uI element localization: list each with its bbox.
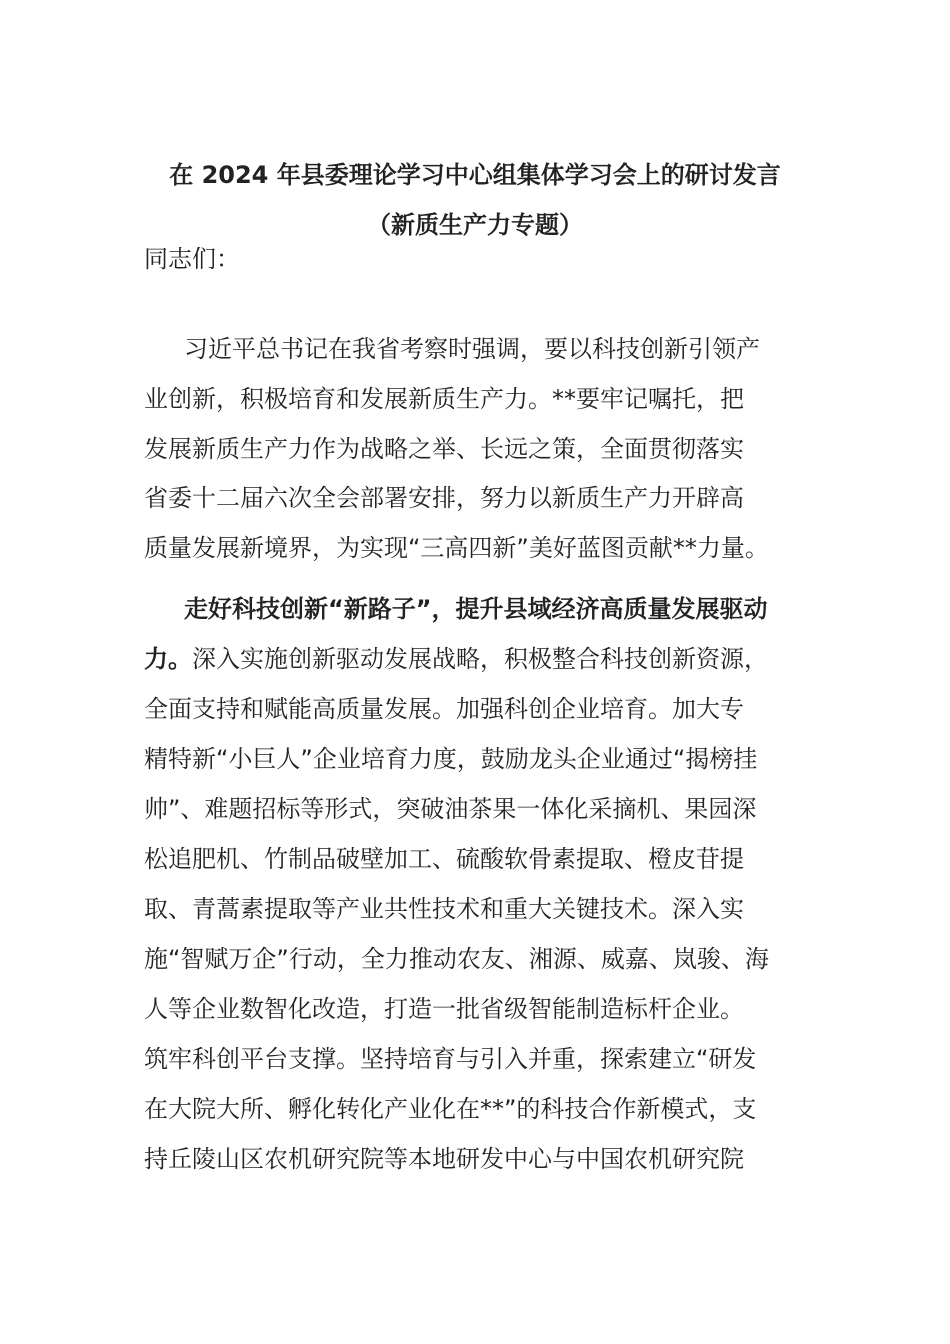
paragraph-line: 筑牢科创平台支撑。坚持培育与引入并重，探索建立“研发 — [144, 1045, 757, 1073]
greeting: 同志们： — [144, 245, 240, 273]
paragraph-line: 在大院大所、孵化转化产业化在**”的科技合作新模式，支 — [144, 1095, 757, 1123]
document-subtitle: （新质生产力专题） — [367, 211, 583, 239]
paragraph-line: 取、青蒿素提取等产业共性技术和重大关键技术。深入实 — [144, 895, 744, 923]
paragraph-line: 全面支持和赋能高质量发展。加强科创企业培育。加大专 — [144, 695, 744, 723]
paragraph-line: 施“智赋万企”行动，全力推动农友、湘源、威嘉、岚骏、海 — [144, 945, 769, 973]
section-heading: 走好科技创新“新路子”，提升县域经济高质量发展驱动 — [184, 595, 768, 623]
paragraph-line: 人等企业数智化改造，打造一批省级智能制造标杆企业。 — [144, 995, 744, 1023]
paragraph-line: 质量发展新境界，为实现“三高四新”美好蓝图贡献**力量。 — [144, 534, 769, 562]
paragraph-line: 省委十二届六次全会部署安排，努力以新质生产力开辟高 — [144, 484, 744, 512]
paragraph-line: 帅”、难题招标等形式，突破油茶果一体化采摘机、果园深 — [144, 795, 757, 823]
document-title: 在 2024 年县委理论学习中心组集体学习会上的研讨发言 — [169, 161, 781, 189]
paragraph-line-mixed — [144, 644, 768, 674]
section-heading-end: 力。 — [144, 645, 192, 673]
paragraph-text: 深入实施创新驱动发展战略，积极整合科技创新资源， — [192, 645, 768, 673]
paragraph-line: 持丘陵山区农机研究院等本地研发中心与中国农机研究院 — [144, 1145, 744, 1173]
paragraph-line: 松追肥机、竹制品破壁加工、硫酸软骨素提取、橙皮苷提 — [144, 845, 744, 873]
paragraph-line: 业创新，积极培育和发展新质生产力。**要牢记嘱托，把 — [144, 385, 744, 413]
paragraph-line: 发展新质生产力作为战略之举、长远之策，全面贯彻落实 — [144, 435, 744, 463]
paragraph-line: 精特新“小巨人”企业培育力度，鼓励龙头企业通过“揭榜挂 — [144, 745, 758, 773]
paragraph-line: 习近平总书记在我省考察时强调，要以科技创新引领产 — [184, 335, 760, 363]
